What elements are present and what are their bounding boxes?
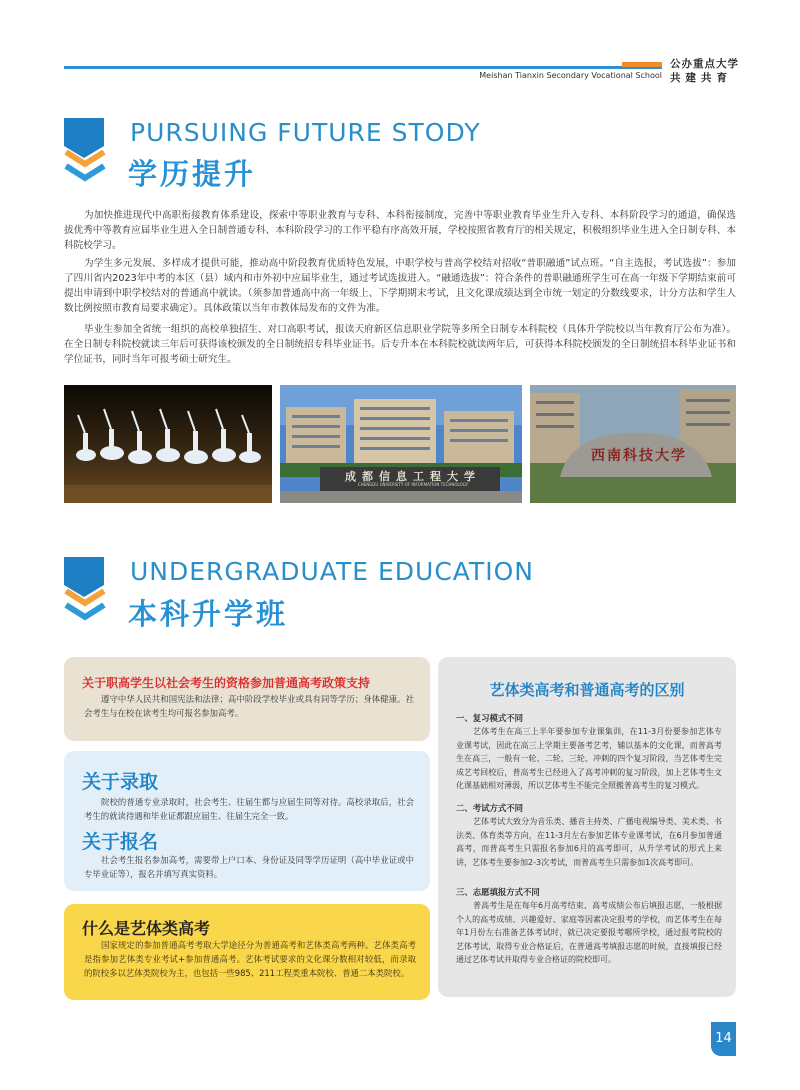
chevron-badge-icon [64, 118, 110, 186]
ballet-photo [64, 385, 272, 503]
page-number: 14 [711, 1022, 736, 1056]
difference-heading-3: 三、志愿填报方式不同 [456, 887, 540, 897]
header-accent [622, 62, 662, 67]
school-name-en: Meishan Tianxin Secondary Vocational School [479, 71, 662, 80]
header-rule [64, 66, 662, 69]
campus-photo-cuit [280, 385, 522, 503]
admission-card [64, 751, 430, 891]
difference-heading-2: 二、考试方式不同 [456, 803, 523, 813]
cuit-gate-sign: 成都信息工程大学 [345, 470, 481, 483]
cuit-gate-sign-en: CHENGDU UNIVERSITY OF INFORMATION TECHNOLOGY [357, 482, 469, 487]
paragraph-1: 为加快推进现代中高职衔接教育体系建设，探索中等职业教育与专科、本科衔接制度，完善中等职业教育毕业生升入专科、本科阶段学习的通道，确保选拔优秀中等教育应届毕业生进入全日制普通专科、本科阶段学习的工作平稳有序高效开展，学校按照省教育厅的相关规定，积极组织毕业生进入全日制专科、本科院校学习。 [64, 210, 736, 251]
difference-text-1: 艺体考生在高三上半年要参加专业课集训，在11-3月份要参加艺体专业课考试，因此在高三上学期主要备考艺考，辅以基本的文化课，而普高考生在高三，一般有一轮、二轮、三轮、冲刺的四个复习阶段，当艺体考生完成艺考回校后，普高考生已经进入了高考冲刺的复习阶段，加上艺体考生文化课基础相对薄弱，所以艺体考生不能完全照搬普高考生的复习模式。 [456, 727, 722, 790]
difference-card [438, 657, 736, 997]
art-exam-card-text: 国家规定的参加普通高考考取大学途径分为普通高考和艺体类高考两种。艺体类高考是指参加艺体类专业考试+参加普通高考。艺体考试要求的文化课分数相对较低，而录取的院校多以艺体类院校为主，也包括一些985、211工程类重本院校、普通二本类院校。 [84, 940, 416, 978]
difference-text-2: 艺体考试大致分为音乐类、播音主持类、广播电视编导类、美术类、书法类、体育类等方向，在11-3月左右参加艺体专业课考试，在6月参加普通高考，而普高考生只需报名参加6月的高考即可，从升学考试的形式上来讲，艺体考生要参加2-3次考试，而普高考生只需参加1次高考即可。 [456, 817, 722, 867]
art-exam-card [64, 904, 430, 1000]
art-exam-card-title: 什么是艺体类高考 [82, 919, 211, 938]
header-title-line2: 共建共育 [670, 72, 732, 84]
header-title-line1: 公办重点大学 [670, 58, 739, 70]
admission-card-title: 关于录取 [82, 771, 159, 793]
section-title-en: UNDERGRADUATE EDUCATION [130, 557, 534, 586]
section-title-cn: 本科升学班 [128, 597, 289, 631]
policy-card [64, 657, 430, 741]
paragraph-2: 为学生多元发展、多样成才提供可能，推动高中阶段教育优质特色发展，中职学校与普高学校结对招收“普职融通”试点班。“自主选报，考试选拔”：参加了四川省内2023年中考的本区（县）域内和市外初中应届毕业生，通过考试选拔进入。“融通选拔”：符合条件的普职融通班学生可在高一年级下学期结束前可提出申请到中职学校结对的普通高中就读。（须参加普通高中高一年级上、下学期期末考试，且文化课成绩达到全市统一划定的分数线要求，计分方法和学生人数比例按照市教育局要求确定）。具体政策以当年市教体局发布的文件为准。 [64, 258, 736, 314]
difference-text-3: 普高考生是在每年6月高考结束、高考成绩公布后填报志愿，一般根据个人的高考成绩、兴趣爱好、家庭等因素决定报考的学校，而艺体考生在每年1月份左右准备艺体考试时，就已决定要报考哪所学校，通过报考院校的艺体考试，取得专业合格证后，在普通高考填报志愿的时候，直接填报已经通过艺体考试并取得专业合格证的院校即可。 [456, 901, 722, 964]
swust-stone-sign: 西南科技大学 [591, 448, 687, 464]
chevron-badge-icon [64, 557, 110, 625]
registration-card-text: 社会考生报名参加高考，需要带上户口本、身份证及同等学历证明（高中毕业证或中专毕业证等），报名并填写真实资料。 [84, 855, 414, 879]
section-title-en: PURSUING FUTURE STODY [130, 118, 481, 147]
difference-card-title: 艺体类高考和普通高考的区别 [489, 681, 685, 699]
admission-card-text: 院校的普通专业录取时，社会考生、往届生都与应届生同等对待。高校录取后，社会考生的就读待遇和毕业证都跟应届生、往届生完全一致。 [84, 797, 414, 821]
campus-photo-swust [530, 385, 736, 503]
section-title-cn: 学历提升 [128, 157, 257, 191]
registration-card-title: 关于报名 [82, 831, 159, 853]
difference-heading-1: 一、复习模式不同 [456, 713, 523, 723]
policy-card-title: 关于职高学生以社会考生的资格参加普通高考政策支持 [82, 676, 371, 690]
policy-card-text: 遵守中华人民共和国宪法和法律；高中阶段学校毕业或具有同等学历；身体健康。社会考生与在校在读考生均可报名参加高考。 [84, 694, 414, 718]
paragraph-3: 毕业生参加全省统一组织的高校单独招生、对口高职考试，报读天府新区信息职业学院等多所全日制专本科院校（具体升学院校以当年教育厅公布为准）。在全日制专科院校就读三年后可获得该校颁发的全日制统招专科毕业证书。后专升本在本科院校就读两年后，可获得本科院校颁发的全日制统招本科毕业证书和学位证书，同时当年可报考硕士研究生。 [64, 324, 736, 365]
